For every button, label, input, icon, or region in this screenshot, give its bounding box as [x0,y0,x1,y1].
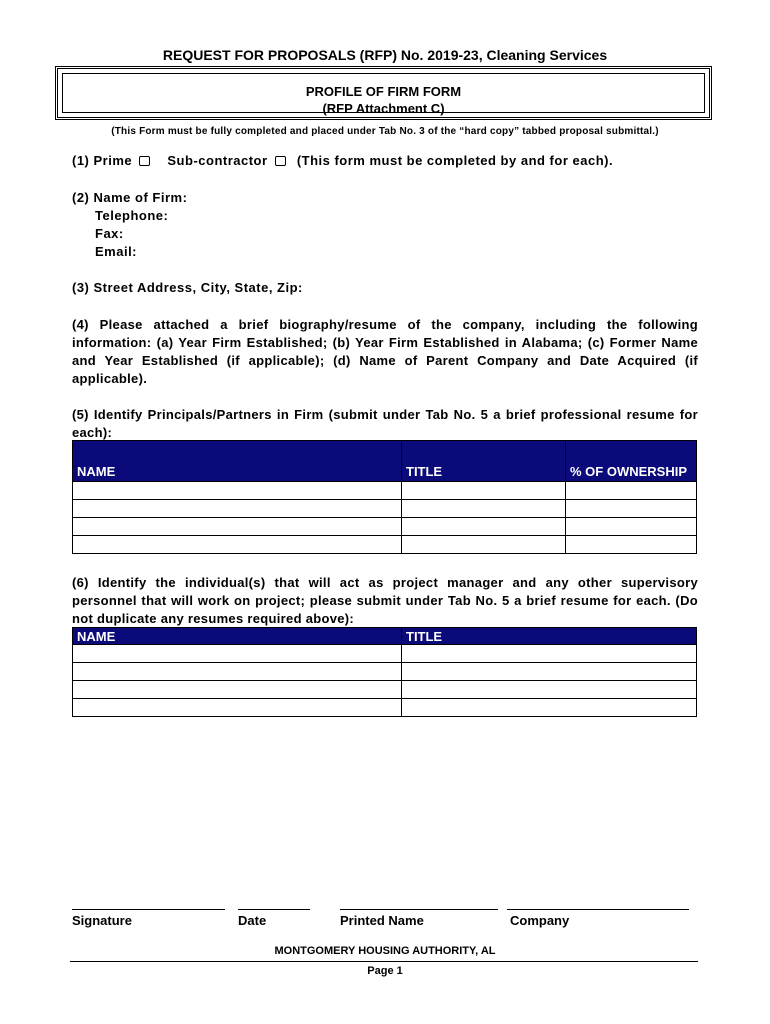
form-instruction: (This Form must be fully completed and placed under Tab No. 3 of the “hard copy” tabbed proposal submittal.) [111,126,659,137]
prime-label: (1) Prime [72,153,133,168]
name-cell[interactable] [73,681,402,699]
ownership-column-header: % OF OWNERSHIP [566,441,697,482]
table-row [73,699,697,717]
ownership-cell[interactable] [566,500,697,518]
date-line[interactable] [238,909,310,910]
ownership-cell[interactable] [566,536,697,554]
page-number: Page 1 [367,965,403,977]
name-cell[interactable] [73,699,402,717]
form-title: PROFILE OF FIRM FORM [305,84,462,99]
telephone-label: Telephone: [95,208,169,223]
table-row [73,645,697,663]
name-cell[interactable] [73,482,402,500]
date-label: Date [238,913,267,928]
footer-divider [70,961,698,962]
table-row [73,536,697,554]
email-label: Email: [95,244,138,259]
table-row [73,663,697,681]
subcontractor-checkbox[interactable] [275,156,286,166]
table-row [73,482,697,500]
signature-label: Signature [72,913,132,928]
footer-organization: MONTGOMERY HOUSING AUTHORITY, AL [274,945,496,957]
personnel-table-header [73,628,697,645]
street-address-label: (3) Street Address, City, State, Zip: [72,280,303,295]
subcontractor-label: Sub-contractor [167,153,268,168]
name-cell[interactable] [73,518,402,536]
name-cell[interactable] [73,536,402,554]
document-title: REQUEST FOR PROPOSALS (RFP) No. 2019-23, Cleaning Services [162,47,608,63]
company-label: Company [510,913,570,928]
printed-name-label: Printed Name [340,913,424,928]
name-column-header: NAME [73,628,402,645]
title-cell[interactable] [402,699,697,717]
question-6-text: (6) Identify the individual(s) that will act as project manager and any other supervisory personnel that will work on project; please submit under Tab No. 5 a brief resume for each. (Do not duplicate any resumes required above): [72,575,698,626]
company-line[interactable] [507,909,689,910]
prime-checkbox[interactable] [139,156,150,166]
form-subtitle: (RFP Attachment C) [322,101,445,116]
title-column-header: TITLE [402,441,566,482]
table-row [73,500,697,518]
title-cell[interactable] [402,645,697,663]
question-1 [72,153,613,168]
firm-name-label: (2) Name of Firm: [72,190,188,205]
question-1-note: (This form must be completed by and for each). [296,153,614,168]
table-row [73,681,697,699]
name-column-header: NAME [73,441,402,482]
name-cell[interactable] [73,645,402,663]
principals-table-header [73,441,697,482]
title-cell[interactable] [402,681,697,699]
name-cell[interactable] [73,500,402,518]
fax-label: Fax: [95,226,124,241]
table-row [73,518,697,536]
title-cell[interactable] [402,518,566,536]
title-cell[interactable] [402,536,566,554]
title-cell[interactable] [402,482,566,500]
ownership-cell[interactable] [566,518,697,536]
title-cell[interactable] [402,500,566,518]
principals-table [72,440,697,554]
signature-line[interactable] [72,909,225,910]
title-column-header: TITLE [402,628,697,645]
printed-name-line[interactable] [340,909,498,910]
supervisory-personnel-table [72,627,697,717]
question-5-text: (5) Identify Principals/Partners in Firm (submit under Tab No. 5 a brief professional resume for each): [72,407,698,440]
form-title-box [55,66,712,120]
question-4-text: (4) Please attached a brief biography/resume of the company, including the following information: (a) Year Firm Established; (b) Year Firm Established in Alabama; (c) Former Name and Year Established (if applicable); (d) Name of Parent Company and Date Acquired (if applicable). [72,317,698,386]
name-cell[interactable] [73,663,402,681]
ownership-cell[interactable] [566,482,697,500]
form-title-inner-border [62,73,705,116]
title-cell[interactable] [402,663,697,681]
